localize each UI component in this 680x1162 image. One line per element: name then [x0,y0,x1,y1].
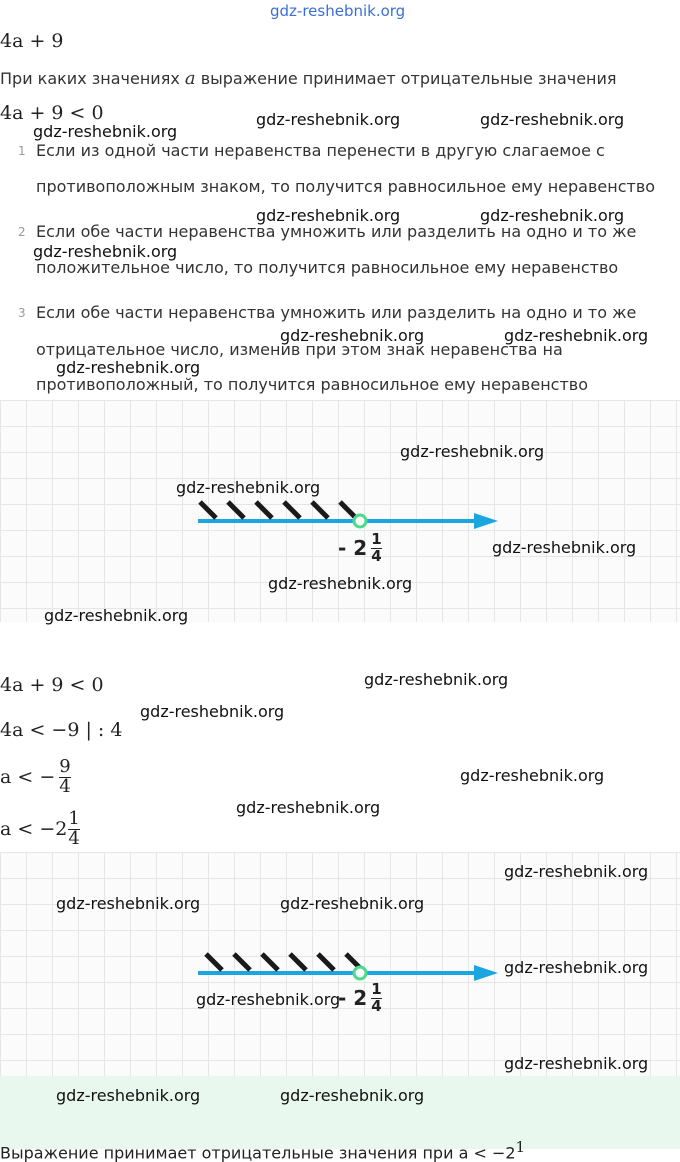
watermark[interactable]: gdz-reshebnik.org [268,574,413,593]
fraction-numerator: 1 [371,980,382,998]
question-variable: a [184,68,196,89]
fraction-numerator: 1 [371,530,382,548]
watermark[interactable]: gdz-reshebnik.org [256,110,401,129]
step-1: 4a + 9 < 0 [0,674,104,696]
rule-line: Если обе части неравенства умножить или разделить на одно и то же [36,303,637,322]
watermark[interactable]: gdz-reshebnik.org [196,990,341,1009]
arrow-head-icon [474,513,498,529]
rule-line: Если из одной части неравенства перенести в другую слагаемое с [36,141,605,160]
fraction-denominator: 4 [59,775,71,797]
watermark[interactable]: gdz-reshebnik.org [280,326,425,345]
step-3-fraction [59,758,70,797]
rule-number: 1 [18,144,26,158]
rule-line: положительное число, то получится равносильное ему неравенство [36,258,619,277]
watermark[interactable]: gdz-reshebnik.org [480,110,625,129]
watermark[interactable]: gdz-reshebnik.org [44,606,189,625]
answer-main: Выражение принимает отрицательные значения при a < −2 [0,1143,516,1162]
fraction-numerator: 1 [68,808,80,829]
point-label-fraction [371,532,381,565]
hatching [206,954,360,970]
question-after: выражение принимает отрицательные значения [195,69,617,88]
step-3-lhs: a < − [0,766,56,789]
watermark[interactable]: gdz-reshebnik.org [504,1054,649,1073]
watermark[interactable]: gdz-reshebnik.org [56,358,201,377]
rule-number: 3 [18,306,26,320]
step-4 [0,810,80,849]
fraction-denominator: 4 [371,996,382,1015]
watermark[interactable]: gdz-reshebnik.org [236,798,381,817]
hatching [200,502,356,518]
watermark[interactable]: gdz-reshebnik.org [504,862,649,881]
watermark[interactable]: gdz-reshebnik.org [33,242,178,261]
point-label [338,532,382,565]
rule-line: отрицательное число, изменив при этом знак неравенства на [36,340,563,359]
watermark[interactable]: gdz-reshebnik.org [56,1086,201,1105]
watermark[interactable]: gdz-reshebnik.org [492,538,637,557]
watermark[interactable]: gdz-reshebnik.org [140,702,285,721]
step-4-fraction [68,810,79,849]
step-2-operation: | : 4 [85,719,123,741]
point-label [338,982,382,1015]
watermark[interactable]: gdz-reshebnik.org [176,478,321,497]
watermark[interactable]: gdz-reshebnik.org [256,206,401,225]
rule-line: противоположный, то получится равносильное ему неравенство [36,375,588,394]
open-point-icon [354,967,366,979]
fraction-denominator: 4 [68,827,80,849]
step-2-lhs: 4a < −9 [0,719,80,741]
watermark[interactable]: gdz-reshebnik.org [280,1086,425,1105]
watermark[interactable]: gdz-reshebnik.org [56,894,201,913]
watermark[interactable]: gdz-reshebnik.org [33,122,178,141]
watermark[interactable]: gdz-reshebnik.org [460,766,605,785]
watermark[interactable]: gdz-reshebnik.org [280,894,425,913]
step-4-lhs: a < −2 [0,818,68,841]
rule-number: 2 [18,225,26,239]
header-watermark[interactable]: gdz-reshebnik.org [270,2,406,20]
step-3 [0,758,71,797]
rule-line: противоположным знаком, то получится равносильное ему неравенство [36,177,656,196]
expression: 4a + 9 [0,30,64,52]
watermark[interactable]: gdz-reshebnik.org [504,326,649,345]
arrow-head-icon [474,965,498,981]
watermark[interactable]: gdz-reshebnik.org [364,670,509,689]
question-before: При каких значениях [0,69,185,88]
point-label-whole: - 2 [338,536,368,561]
watermark[interactable]: gdz-reshebnik.org [400,442,545,461]
watermark[interactable]: gdz-reshebnik.org [504,958,649,977]
fraction-denominator: 4 [371,546,382,565]
answer-text [0,1138,525,1162]
point-label-whole: - 2 [338,986,368,1011]
open-point-icon [354,515,366,527]
fraction-numerator: 9 [59,756,71,777]
step-2 [0,719,122,741]
rule-line: Если обе части неравенства умножить или разделить на одно и то же [36,222,637,241]
watermark[interactable]: gdz-reshebnik.org [480,206,625,225]
point-label-fraction [371,982,381,1015]
inequality-top: 4a + 9 < 0 [0,102,104,124]
answer-sup: 1 [515,1138,526,1156]
question-text [0,68,617,89]
